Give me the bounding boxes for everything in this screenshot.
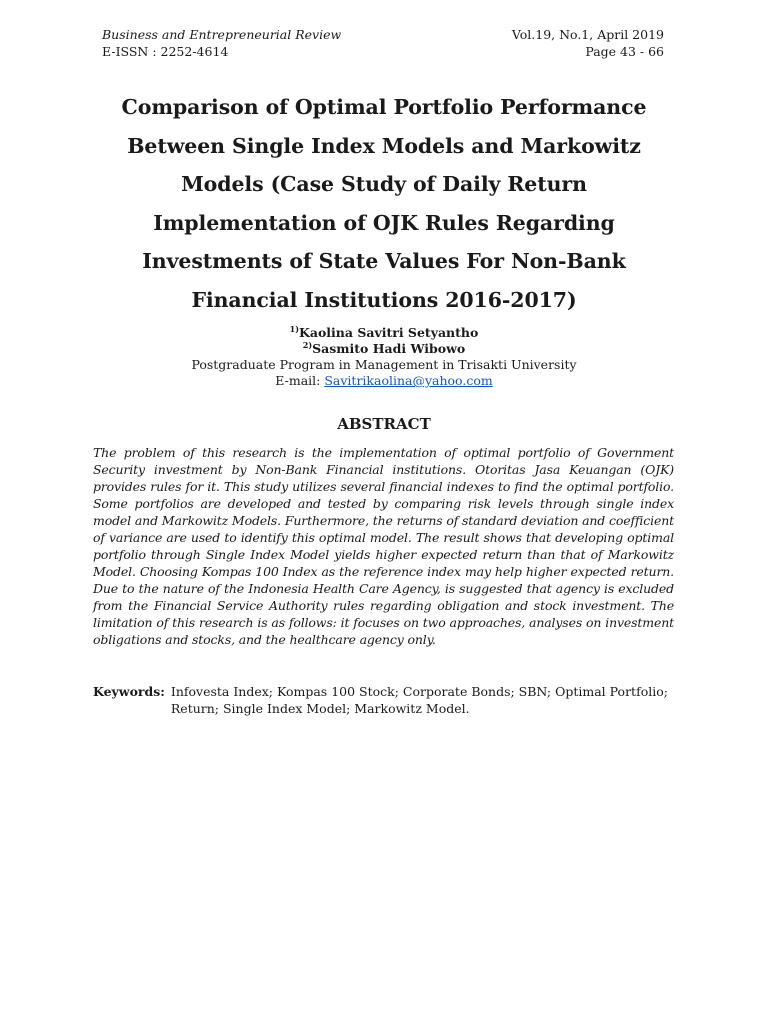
abstract-text: The problem of this research is the implementation of optimal portfolio of Government Security investment by Non-Bank Financial institutions. Otoritas Jasa Keuangan (OJK) provides rules for it. This study utilizes several financial indexes to find the optimal portfolio. Some portfolios are developed and tested by comparing risk levels through single index model and Markowitz Models. Furthermore, the returns of standard deviation and coefficient of variance are used to identify this optimal model. The result shows that developing optimal portfolio through Single Index Model yields higher expected return than that of Markowitz Model. Choosing Kompas 100 Index as the reference index may help higher expected return. Due to the nature of the Indonesia Health Care Agency, is suggested that agency is excluded from the Financial Service Authority rules regarding obligation and stock investment. The limitation of this research is as follows: it focuses on two approaches, analyses on investment obligations and stocks, and the healthcare agency only. [93,445,674,647]
email-line [90,373,678,389]
email-label: E-mail: [275,373,321,388]
author-1 [90,325,678,341]
journal-header [102,26,664,60]
header-row-bottom [102,43,664,60]
author-2-marker: 2) [302,339,313,350]
journal-volume: Vol.19, No.1, April 2019 [511,27,664,42]
abstract-heading: ABSTRACT [337,415,431,433]
header-row-top [102,26,664,43]
page-range: Page 43 - 66 [585,44,664,59]
journal-name: Business and Entrepreneurial Review [102,27,342,42]
keywords-label: Keywords: [93,684,165,699]
journal-issn: E-ISSN : 2252-4614 [102,44,229,59]
keywords-text: Infovesta Index; Kompas 100 Stock; Corporate Bonds; SBN; Optimal Portfolio; Return; Single Index Model; Markowitz Model. [170,684,668,716]
author-1-name: Kaolina Savitri Setyantho [299,325,479,340]
author-2-name: Sasmito Hadi Wibowo [312,341,466,356]
author-2 [90,341,678,357]
keywords-block [93,683,674,717]
affiliation: Postgraduate Program in Management in Trisakti University [191,357,577,372]
author-1-marker: 1) [289,323,299,334]
author-block [90,325,678,389]
paper-title: Comparison of Optimal Portfolio Performance Between Single Index Models and Markowitz Models (Case Study of Daily Return Implementation of OJK Rules Regarding Investments of State Values For Non-Bank Financial Institutions 2016-2017) [121,95,647,312]
email-link[interactable]: Savitrikaolina@yahoo.com [324,373,493,388]
